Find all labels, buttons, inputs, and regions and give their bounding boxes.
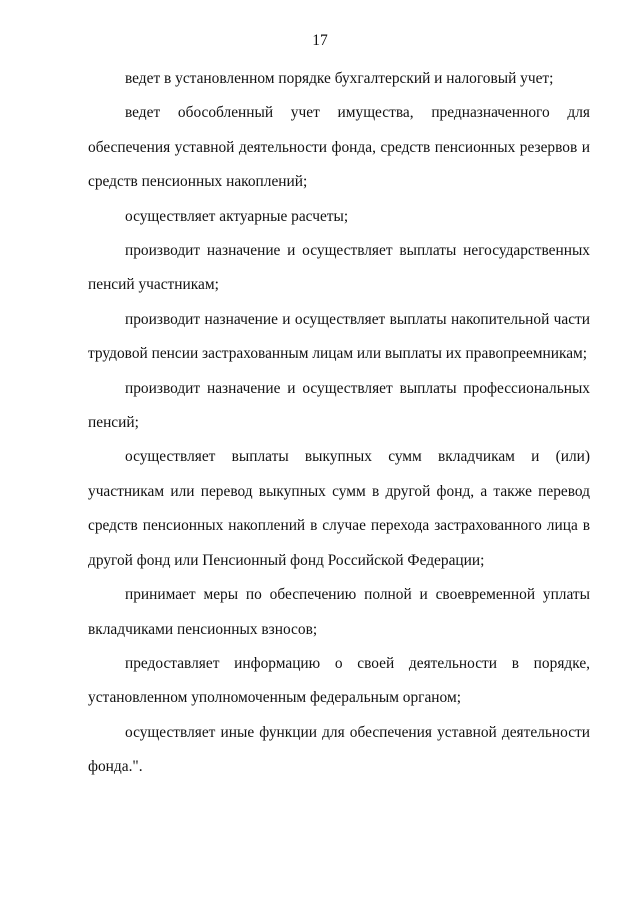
paragraph-contributions: принимает меры по обеспечению полной и своевременной уплаты вкладчиками пенсионных взносов; [88, 586, 590, 638]
paragraph-separate-accounting: ведет обособленный учет имущества, предназначенного для обеспечения уставной деятельности фонда, средств пенсионных резервов и средств пенсионных накоплений; [88, 104, 590, 191]
paragraph-non-state-pensions: производит назначение и осуществляет выплаты негосударственных пенсий участникам; [88, 242, 590, 294]
paragraph-actuarial: осуществляет актуарные расчеты; [125, 207, 349, 225]
paragraph-accounting: ведет в установленном порядке бухгалтерский и налоговый учет; [125, 70, 554, 87]
paragraph-redemption-payments: осуществляет выплаты выкупных сумм вкладчикам и (или) участникам или перевод выкупных сумм в другой фонд, а также перевод средств пенсионных накоплений в случае перехода застрахованного лица в другой фонд или Пенсионный фонд Российской Федерации; [88, 448, 590, 569]
page-number: 17 [312, 32, 328, 49]
paragraph-information: предоставляет информацию о своей деятельности в порядке, установленном уполномоченным федеральным органом; [88, 654, 590, 707]
paragraph-other-functions: осуществляет иные функции для обеспечения уставной деятельности фонда.". [88, 723, 590, 776]
paragraph-professional-pensions: производит назначение и осуществляет выплаты профессиональных пенсий; [88, 379, 590, 432]
paragraph-funded-pension: производит назначение и осуществляет выплаты накопительной части трудовой пенсии застрахованным лицам или выплаты их правопреемникам; [88, 310, 590, 363]
body-text [88, 62, 590, 785]
